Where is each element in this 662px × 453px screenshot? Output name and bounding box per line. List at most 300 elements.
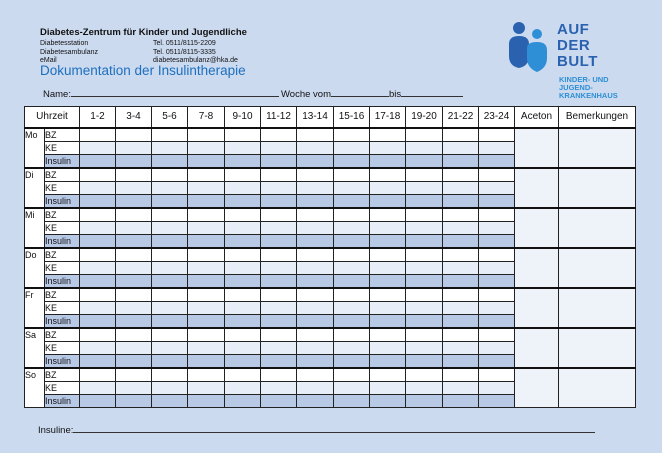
- entry-cell[interactable]: [152, 235, 188, 249]
- entry-cell[interactable]: [370, 328, 406, 342]
- row-label: BZ: [45, 168, 80, 182]
- name-input-line[interactable]: [71, 87, 279, 97]
- entry-cell[interactable]: [479, 155, 515, 169]
- entry-cell[interactable]: [80, 235, 116, 249]
- row-label: KE: [45, 142, 80, 155]
- entry-cell[interactable]: [80, 128, 116, 142]
- entry-cell[interactable]: [443, 342, 479, 355]
- entry-cell[interactable]: [225, 168, 261, 182]
- day-label: Do: [25, 248, 45, 288]
- document-title: Dokumentation der Insulintherapie: [40, 63, 246, 78]
- entry-cell[interactable]: [406, 142, 443, 155]
- entry-cell[interactable]: [406, 128, 443, 142]
- entry-cell[interactable]: [297, 208, 334, 222]
- entry-cell[interactable]: [443, 128, 479, 142]
- time-slot-header: 7-8: [188, 107, 225, 129]
- entry-cell[interactable]: [80, 248, 116, 262]
- entry-cell[interactable]: [261, 142, 297, 155]
- entry-cell[interactable]: [225, 262, 261, 275]
- entry-cell[interactable]: [225, 128, 261, 142]
- entry-cell[interactable]: [261, 262, 297, 275]
- entry-cell[interactable]: [80, 195, 116, 209]
- entry-cell[interactable]: [188, 315, 225, 329]
- entry-cell[interactable]: [116, 315, 152, 329]
- entry-cell[interactable]: [80, 342, 116, 355]
- entry-cell[interactable]: [443, 328, 479, 342]
- entry-cell[interactable]: [334, 288, 370, 302]
- entry-cell[interactable]: [479, 222, 515, 235]
- entry-cell[interactable]: [334, 142, 370, 155]
- table-row: [25, 248, 636, 262]
- entry-cell[interactable]: [406, 262, 443, 275]
- entry-cell[interactable]: [370, 222, 406, 235]
- aceton-cell[interactable]: [515, 208, 559, 248]
- entry-cell[interactable]: [297, 195, 334, 209]
- entry-cell[interactable]: [116, 182, 152, 195]
- entry-cell[interactable]: [116, 382, 152, 395]
- entry-cell[interactable]: [80, 262, 116, 275]
- entry-cell[interactable]: [152, 208, 188, 222]
- entry-cell[interactable]: [479, 168, 515, 182]
- entry-cell[interactable]: [297, 315, 334, 329]
- entry-cell[interactable]: [188, 262, 225, 275]
- entry-cell[interactable]: [116, 195, 152, 209]
- entry-cell[interactable]: [443, 302, 479, 315]
- entry-cell[interactable]: [443, 222, 479, 235]
- entry-cell[interactable]: [406, 208, 443, 222]
- entry-cell[interactable]: [152, 155, 188, 169]
- entry-cell[interactable]: [261, 315, 297, 329]
- entry-cell[interactable]: [443, 195, 479, 209]
- entry-cell[interactable]: [225, 208, 261, 222]
- name-label: Name:: [43, 89, 71, 100]
- entry-cell[interactable]: [406, 222, 443, 235]
- week-to-input-line[interactable]: [401, 87, 463, 97]
- entry-cell[interactable]: [261, 355, 297, 369]
- entry-cell[interactable]: [370, 288, 406, 302]
- entry-cell[interactable]: [406, 315, 443, 329]
- entry-cell[interactable]: [297, 155, 334, 169]
- entry-cell[interactable]: [261, 195, 297, 209]
- entry-cell[interactable]: [370, 195, 406, 209]
- entry-cell[interactable]: [225, 302, 261, 315]
- entry-cell[interactable]: [152, 395, 188, 408]
- entry-cell[interactable]: [479, 355, 515, 369]
- entry-cell[interactable]: [188, 208, 225, 222]
- entry-cell[interactable]: [479, 208, 515, 222]
- entry-cell[interactable]: [80, 302, 116, 315]
- entry-cell[interactable]: [479, 395, 515, 408]
- entry-cell[interactable]: [334, 315, 370, 329]
- entry-cell[interactable]: [80, 182, 116, 195]
- entry-cell[interactable]: [334, 275, 370, 289]
- entry-cell[interactable]: [225, 142, 261, 155]
- entry-cell[interactable]: [370, 128, 406, 142]
- entry-cell[interactable]: [188, 275, 225, 289]
- entry-cell[interactable]: [116, 275, 152, 289]
- time-slot-header: 21-22: [443, 107, 479, 129]
- entry-cell[interactable]: [116, 262, 152, 275]
- aceton-cell[interactable]: [515, 288, 559, 328]
- entry-cell[interactable]: [80, 395, 116, 408]
- entry-cell[interactable]: [443, 395, 479, 408]
- name-field[interactable]: [43, 87, 279, 100]
- entry-cell[interactable]: [188, 142, 225, 155]
- entry-cell[interactable]: [152, 288, 188, 302]
- remarks-cell[interactable]: [559, 248, 636, 288]
- entry-cell[interactable]: [261, 128, 297, 142]
- entry-cell[interactable]: [334, 342, 370, 355]
- entry-cell[interactable]: [188, 328, 225, 342]
- entry-cell[interactable]: [80, 355, 116, 369]
- entry-cell[interactable]: [80, 382, 116, 395]
- entry-cell[interactable]: [297, 128, 334, 142]
- aceton-cell[interactable]: [515, 328, 559, 368]
- entry-cell[interactable]: [297, 168, 334, 182]
- row-label: Insulin: [45, 235, 80, 249]
- entry-cell[interactable]: [225, 182, 261, 195]
- entry-cell[interactable]: [116, 208, 152, 222]
- entry-cell[interactable]: [370, 395, 406, 408]
- entry-cell[interactable]: [334, 155, 370, 169]
- remarks-cell[interactable]: [559, 168, 636, 208]
- entry-cell[interactable]: [188, 222, 225, 235]
- entry-cell[interactable]: [152, 368, 188, 382]
- week-from-input-line[interactable]: [331, 87, 389, 97]
- entry-cell[interactable]: [188, 155, 225, 169]
- entry-cell[interactable]: [479, 262, 515, 275]
- entry-cell[interactable]: [152, 302, 188, 315]
- entry-cell[interactable]: [152, 315, 188, 329]
- entry-cell[interactable]: [479, 248, 515, 262]
- entry-cell[interactable]: [406, 288, 443, 302]
- entry-cell[interactable]: [225, 235, 261, 249]
- entry-cell[interactable]: [443, 288, 479, 302]
- entry-cell[interactable]: [297, 248, 334, 262]
- entry-cell[interactable]: [443, 248, 479, 262]
- entry-cell[interactable]: [370, 235, 406, 249]
- entry-cell[interactable]: [261, 248, 297, 262]
- entry-cell[interactable]: [261, 168, 297, 182]
- entry-cell[interactable]: [334, 262, 370, 275]
- entry-cell[interactable]: [188, 248, 225, 262]
- entry-cell[interactable]: [334, 355, 370, 369]
- entry-cell[interactable]: [297, 328, 334, 342]
- entry-cell[interactable]: [225, 382, 261, 395]
- entry-cell[interactable]: [261, 368, 297, 382]
- entry-cell[interactable]: [225, 395, 261, 408]
- table-header-row: [25, 107, 636, 129]
- entry-cell[interactable]: [80, 288, 116, 302]
- remarks-cell[interactable]: [559, 208, 636, 248]
- entry-cell[interactable]: [80, 155, 116, 169]
- entry-cell[interactable]: [261, 275, 297, 289]
- entry-cell[interactable]: [370, 315, 406, 329]
- aceton-cell[interactable]: [515, 128, 559, 168]
- entry-cell[interactable]: [80, 222, 116, 235]
- entry-cell[interactable]: [479, 328, 515, 342]
- entry-cell[interactable]: [261, 395, 297, 408]
- entry-cell[interactable]: [443, 355, 479, 369]
- entry-cell[interactable]: [443, 368, 479, 382]
- insuline-input-line[interactable]: [73, 423, 595, 433]
- time-slot-header: 11-12: [261, 107, 297, 129]
- entry-cell[interactable]: [225, 342, 261, 355]
- entry-cell[interactable]: [152, 222, 188, 235]
- entry-cell[interactable]: [406, 168, 443, 182]
- entry-cell[interactable]: [297, 368, 334, 382]
- contact-value: Tel. 0511/8115-3335: [153, 48, 216, 56]
- entry-cell[interactable]: [297, 395, 334, 408]
- entry-cell[interactable]: [261, 288, 297, 302]
- entry-cell[interactable]: [406, 182, 443, 195]
- entry-cell[interactable]: [370, 142, 406, 155]
- entry-cell[interactable]: [334, 248, 370, 262]
- entry-cell[interactable]: [80, 315, 116, 329]
- entry-cell[interactable]: [334, 128, 370, 142]
- entry-cell[interactable]: [116, 248, 152, 262]
- time-slot-header: 17-18: [370, 107, 406, 129]
- entry-cell[interactable]: [406, 328, 443, 342]
- entry-cell[interactable]: [116, 168, 152, 182]
- row-label: KE: [45, 222, 80, 235]
- entry-cell[interactable]: [443, 275, 479, 289]
- entry-cell[interactable]: [116, 328, 152, 342]
- entry-cell[interactable]: [443, 168, 479, 182]
- row-label: BZ: [45, 368, 80, 382]
- entry-cell[interactable]: [152, 182, 188, 195]
- logo-word: DER: [557, 37, 591, 54]
- entry-cell[interactable]: [116, 368, 152, 382]
- contact-value[interactable]: diabetesambulanz@hka.de: [153, 57, 238, 64]
- entry-cell[interactable]: [152, 248, 188, 262]
- entry-cell[interactable]: [334, 302, 370, 315]
- entry-cell[interactable]: [479, 315, 515, 329]
- entry-cell[interactable]: [297, 142, 334, 155]
- entry-cell[interactable]: [334, 368, 370, 382]
- entry-cell[interactable]: [334, 235, 370, 249]
- entry-cell[interactable]: [406, 248, 443, 262]
- entry-cell[interactable]: [297, 382, 334, 395]
- entry-cell[interactable]: [188, 395, 225, 408]
- aceton-cell[interactable]: [515, 368, 559, 408]
- entry-cell[interactable]: [116, 128, 152, 142]
- entry-cell[interactable]: [370, 155, 406, 169]
- entry-cell[interactable]: [188, 168, 225, 182]
- entry-cell[interactable]: [297, 342, 334, 355]
- entry-cell[interactable]: [261, 302, 297, 315]
- entry-cell[interactable]: [188, 128, 225, 142]
- entry-cell[interactable]: [334, 195, 370, 209]
- entry-cell[interactable]: [334, 168, 370, 182]
- entry-cell[interactable]: [261, 382, 297, 395]
- entry-cell[interactable]: [297, 355, 334, 369]
- entry-cell[interactable]: [370, 168, 406, 182]
- entry-cell[interactable]: [370, 262, 406, 275]
- entry-cell[interactable]: [188, 235, 225, 249]
- insuline-field[interactable]: [38, 423, 595, 436]
- table-row: [25, 128, 636, 142]
- entry-cell[interactable]: [80, 168, 116, 182]
- row-label: KE: [45, 342, 80, 355]
- entry-cell[interactable]: [152, 342, 188, 355]
- entry-cell[interactable]: [406, 382, 443, 395]
- entry-cell[interactable]: [188, 342, 225, 355]
- row-label: KE: [45, 302, 80, 315]
- entry-cell[interactable]: [334, 382, 370, 395]
- time-slot-header: 9-10: [225, 107, 261, 129]
- entry-cell[interactable]: [406, 368, 443, 382]
- entry-cell[interactable]: [443, 142, 479, 155]
- entry-cell[interactable]: [479, 342, 515, 355]
- entry-cell[interactable]: [297, 302, 334, 315]
- entry-cell[interactable]: [152, 262, 188, 275]
- entry-cell[interactable]: [406, 275, 443, 289]
- week-field[interactable]: [281, 87, 463, 100]
- entry-cell[interactable]: [443, 382, 479, 395]
- aceton-cell[interactable]: [515, 248, 559, 288]
- entry-cell[interactable]: [116, 142, 152, 155]
- entry-cell[interactable]: [370, 342, 406, 355]
- entry-cell[interactable]: [188, 382, 225, 395]
- entry-cell[interactable]: [225, 328, 261, 342]
- entry-cell[interactable]: [116, 222, 152, 235]
- entry-cell[interactable]: [334, 222, 370, 235]
- entry-cell[interactable]: [116, 302, 152, 315]
- entry-cell[interactable]: [225, 368, 261, 382]
- entry-cell[interactable]: [479, 182, 515, 195]
- entry-cell[interactable]: [225, 315, 261, 329]
- time-slot-header: 1-2: [80, 107, 116, 129]
- entry-cell[interactable]: [334, 208, 370, 222]
- entry-cell[interactable]: [479, 275, 515, 289]
- entry-cell[interactable]: [370, 182, 406, 195]
- entry-cell[interactable]: [297, 235, 334, 249]
- entry-cell[interactable]: [80, 275, 116, 289]
- entry-cell[interactable]: [225, 248, 261, 262]
- entry-cell[interactable]: [225, 355, 261, 369]
- entry-cell[interactable]: [188, 182, 225, 195]
- entry-cell[interactable]: [261, 208, 297, 222]
- entry-cell[interactable]: [225, 275, 261, 289]
- entry-cell[interactable]: [152, 142, 188, 155]
- entry-cell[interactable]: [370, 275, 406, 289]
- entry-cell[interactable]: [152, 382, 188, 395]
- entry-cell[interactable]: [370, 368, 406, 382]
- entry-cell[interactable]: [297, 182, 334, 195]
- entry-cell[interactable]: [261, 328, 297, 342]
- entry-cell[interactable]: [188, 288, 225, 302]
- time-slot-header: 13-14: [297, 107, 334, 129]
- entry-cell[interactable]: [297, 288, 334, 302]
- remarks-cell[interactable]: [559, 288, 636, 328]
- entry-cell[interactable]: [152, 328, 188, 342]
- entry-cell[interactable]: [261, 222, 297, 235]
- entry-cell[interactable]: [370, 208, 406, 222]
- entry-cell[interactable]: [80, 328, 116, 342]
- entry-cell[interactable]: [479, 195, 515, 209]
- entry-cell[interactable]: [370, 248, 406, 262]
- entry-cell[interactable]: [297, 262, 334, 275]
- entry-cell[interactable]: [334, 328, 370, 342]
- entry-cell[interactable]: [116, 342, 152, 355]
- entry-cell[interactable]: [443, 208, 479, 222]
- entry-cell[interactable]: [406, 302, 443, 315]
- entry-cell[interactable]: [479, 288, 515, 302]
- entry-cell[interactable]: [370, 302, 406, 315]
- contact-label: Diabetesstation: [40, 40, 89, 47]
- entry-cell[interactable]: [116, 355, 152, 369]
- entry-cell[interactable]: [261, 235, 297, 249]
- entry-cell[interactable]: [479, 382, 515, 395]
- entry-cell[interactable]: [188, 302, 225, 315]
- entry-cell[interactable]: [479, 368, 515, 382]
- entry-cell[interactable]: [370, 355, 406, 369]
- day-label: Di: [25, 168, 45, 208]
- entry-cell[interactable]: [225, 195, 261, 209]
- entry-cell[interactable]: [116, 395, 152, 408]
- entry-cell[interactable]: [406, 355, 443, 369]
- entry-cell[interactable]: [479, 128, 515, 142]
- entry-cell[interactable]: [261, 155, 297, 169]
- entry-cell[interactable]: [334, 182, 370, 195]
- entry-cell[interactable]: [152, 355, 188, 369]
- entry-cell[interactable]: [479, 235, 515, 249]
- entry-cell[interactable]: [80, 368, 116, 382]
- entry-cell[interactable]: [188, 368, 225, 382]
- entry-cell[interactable]: [188, 195, 225, 209]
- entry-cell[interactable]: [225, 288, 261, 302]
- entry-cell[interactable]: [297, 275, 334, 289]
- remarks-cell[interactable]: [559, 368, 636, 408]
- entry-cell[interactable]: [80, 142, 116, 155]
- entry-cell[interactable]: [261, 182, 297, 195]
- remarks-cell[interactable]: [559, 328, 636, 368]
- entry-cell[interactable]: [152, 275, 188, 289]
- entry-cell[interactable]: [443, 262, 479, 275]
- entry-cell[interactable]: [479, 142, 515, 155]
- entry-cell[interactable]: [406, 195, 443, 209]
- entry-cell[interactable]: [297, 222, 334, 235]
- entry-cell[interactable]: [443, 235, 479, 249]
- entry-cell[interactable]: [406, 342, 443, 355]
- entry-cell[interactable]: [406, 395, 443, 408]
- entry-cell[interactable]: [406, 155, 443, 169]
- entry-cell[interactable]: [225, 155, 261, 169]
- entry-cell[interactable]: [152, 195, 188, 209]
- entry-cell[interactable]: [116, 235, 152, 249]
- entry-cell[interactable]: [370, 382, 406, 395]
- entry-cell[interactable]: [443, 155, 479, 169]
- entry-cell[interactable]: [116, 288, 152, 302]
- entry-cell[interactable]: [152, 128, 188, 142]
- aceton-cell[interactable]: [515, 168, 559, 208]
- row-label: BZ: [45, 328, 80, 342]
- entry-cell[interactable]: [188, 355, 225, 369]
- time-slot-header: 3-4: [116, 107, 152, 129]
- entry-cell[interactable]: [152, 168, 188, 182]
- entry-cell[interactable]: [225, 222, 261, 235]
- entry-cell[interactable]: [334, 395, 370, 408]
- entry-cell[interactable]: [80, 208, 116, 222]
- entry-cell[interactable]: [443, 182, 479, 195]
- entry-cell[interactable]: [406, 235, 443, 249]
- entry-cell[interactable]: [261, 342, 297, 355]
- entry-cell[interactable]: [116, 155, 152, 169]
- remarks-cell[interactable]: [559, 128, 636, 168]
- entry-cell[interactable]: [479, 302, 515, 315]
- entry-cell[interactable]: [443, 315, 479, 329]
